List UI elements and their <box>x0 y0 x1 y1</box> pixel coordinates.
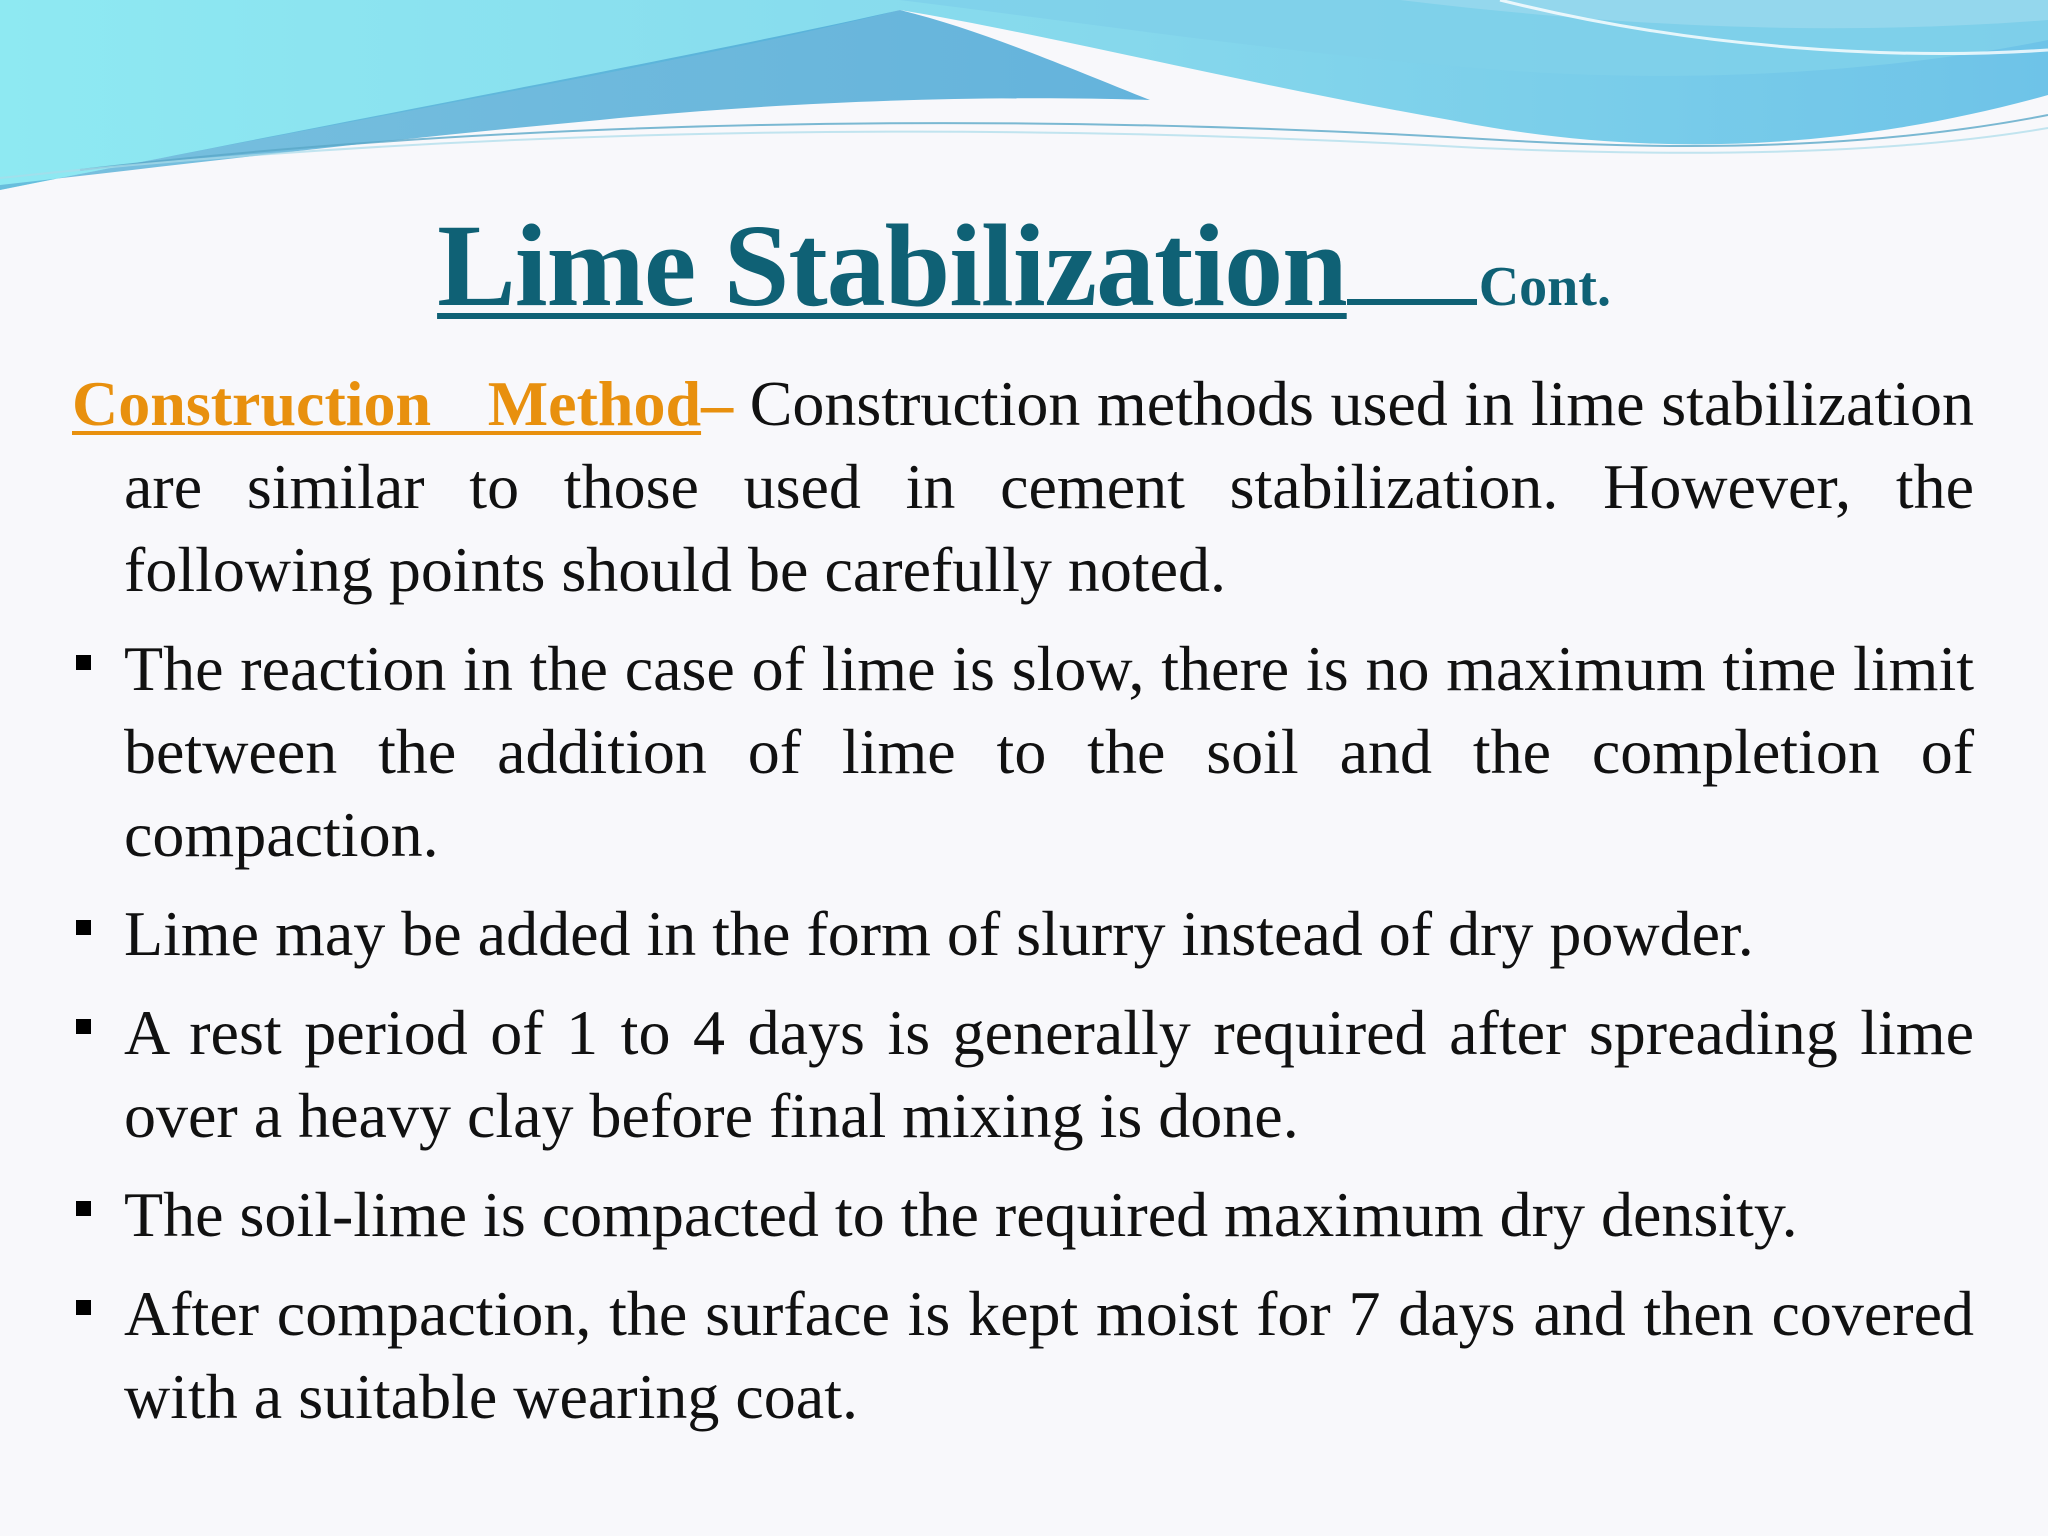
intro-dash: – <box>701 368 734 439</box>
square-bullet-icon <box>76 920 91 935</box>
square-bullet-icon <box>76 655 91 670</box>
square-bullet-icon <box>76 1019 91 1034</box>
slide-title <box>0 198 2048 334</box>
bullet-text: A rest period of 1 to 4 days is generally required after spreading lime over a heavy clay before final mixing is done. <box>124 997 1974 1151</box>
title-underline-gap <box>1347 298 1477 305</box>
bullet-text: The soil-lime is compacted to the required maximum dry density. <box>124 1179 1798 1250</box>
intro-heading: Construction Method <box>72 368 702 439</box>
bullet-item <box>72 1173 1974 1256</box>
bullet-text: After compaction, the surface is kept moist for 7 days and then covered with a suitable wearing coat. <box>124 1278 1974 1432</box>
bullet-list <box>72 627 1974 1438</box>
bullet-item <box>72 991 1974 1157</box>
slide-body <box>72 362 1974 1454</box>
intro-text: Construction methods used in lime stabilization are similar to those used in cement stabilization. However, the following points should be carefully noted. <box>124 368 1974 605</box>
bullet-item <box>72 627 1974 876</box>
title-main: Lime Stabilization <box>437 200 1347 331</box>
bullet-text: The reaction in the case of lime is slow, there is no maximum time limit between the addition of lime to the soil and the completion of compaction. <box>124 633 1974 870</box>
bullet-item <box>72 1272 1974 1438</box>
intro-paragraph <box>72 362 1974 611</box>
bullet-item <box>72 892 1974 975</box>
square-bullet-icon <box>76 1300 91 1315</box>
square-bullet-icon <box>76 1201 91 1216</box>
title-suffix: Cont. <box>1478 256 1611 318</box>
bullet-text: Lime may be added in the form of slurry instead of dry powder. <box>124 898 1754 969</box>
